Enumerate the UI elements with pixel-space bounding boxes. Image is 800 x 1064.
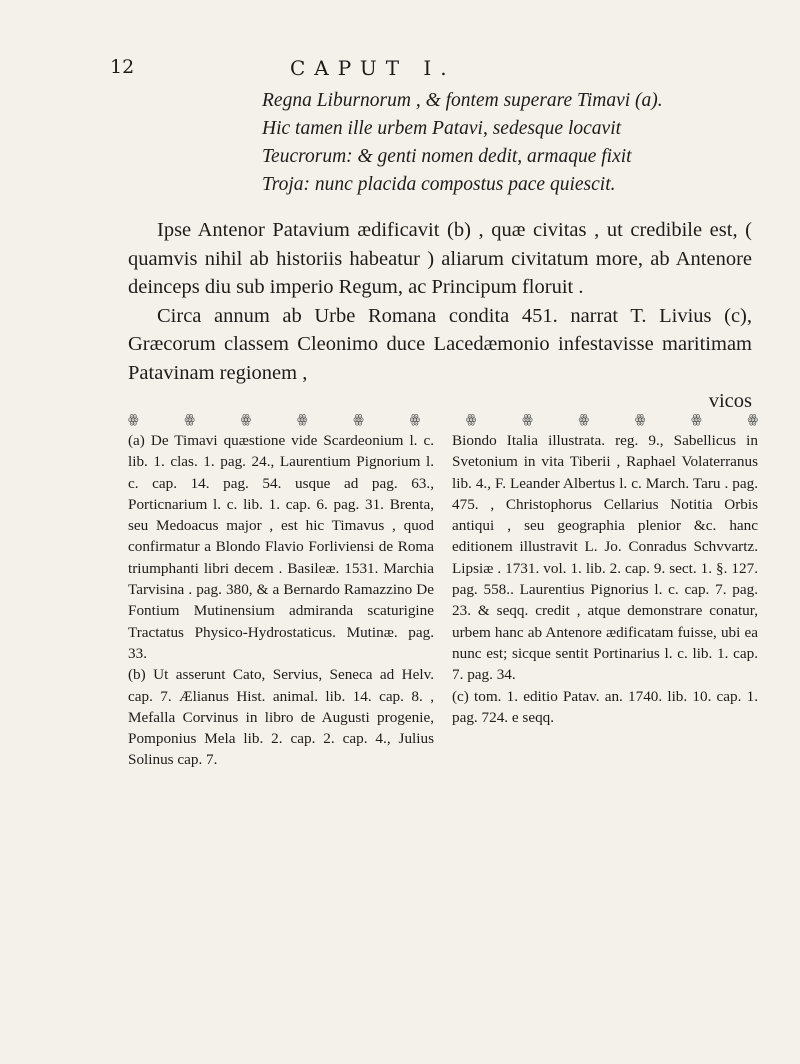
ornament: ꙮ — [184, 412, 195, 426]
ornament: ꙮ — [465, 412, 477, 426]
ornament: ꙮ — [691, 412, 702, 426]
footnote: (a) De Timavi quæstione vide Scardeonium l. c. lib. 1. clas. 1. pag. 24., Laurentium Pignorium l. c. cap. 14. pag. 54. usque ad pag. 63., Porticnarium l. c. lib. 1. cap. 6. pag. 31. Brenta, seu Medoacus major , est hic Timavus , quod confirmatur a Blondo Flavio Forliviensi de Roma triumphanti libri decem . Basileæ. 1531. Marchia Tarvisina . pag. 380, & a Bernardo Ramazzino De Fontium Mutinensium admiranda scaturigine Tractatus Physico-Hydrostaticus. Mutinæ. pag. 33. — [128, 432, 434, 662]
verse-line: Teucrorum: & genti nomen dedit, armaque fixit — [262, 146, 632, 167]
ornament: ꙮ — [128, 412, 139, 426]
ornament: ꙮ — [747, 412, 758, 426]
footnotes — [128, 430, 758, 771]
ornament-divider — [128, 412, 758, 426]
footnote: (b) Ut asserunt Cato, Servius, Seneca ad Helv. cap. 7. Ælianus Hist. animal. lib. 14. cap. 8. , Mefalla Corvinus in libro de Augusti progenie, Pomponius Mela lib. 2. cap. 2. cap. 4., Julius Solinus cap. 7. — [128, 666, 434, 769]
ornament: ꙮ — [353, 412, 364, 426]
footnotes-left-column — [128, 430, 434, 771]
ornament: ꙮ — [578, 412, 590, 426]
footnote: (c) tom. 1. editio Patav. an. 1740. lib. 10. cap. 1. pag. 724. e seqq. — [452, 687, 758, 726]
paragraph: Ipse Antenor Patavium ædificavit (b) , quæ civitas , ut credibile est, ( quamvis nihil ab historiis habeatur ) aliarum civitatum more, ab Antenore deinceps diu sub imperio Regum, ac Principum floruit . — [128, 219, 752, 298]
verse-line: Regna Liburnorum , & fontem superare Timavi (a). — [262, 90, 663, 111]
verse-line: Hic tamen ille urbem Patavi, sedesque locavit — [262, 118, 622, 139]
footnotes-right-column — [452, 430, 758, 771]
ornament: ꙮ — [240, 412, 252, 426]
verse-line: Troja: nunc placida compostus pace quiescit. — [262, 174, 616, 195]
verse-quotation — [262, 87, 742, 199]
ornament: ꙮ — [522, 412, 533, 426]
page-header — [0, 56, 800, 86]
paragraph-end: vicos — [708, 390, 752, 412]
ornament: ꙮ — [409, 412, 421, 426]
paragraph: Circa annum ab Urbe Romana condita 451. narrat T. Livius (c), Græcorum classem Cleonimo duce Lacedæmonio infestavisse maritimam Patavinam regionem , — [128, 304, 752, 384]
ornament: ꙮ — [296, 412, 308, 426]
footnote: Biondo Italia illustrata. reg. 9., Sabellicus in Svetonium in vita Tiberii , Raphael Volaterranus lib. 4., F. Leander Albertus l. c. March. Taru . pag. 475. , Christophorus Cellarius Notitia Orbis antiqui , seu geographia plenior &c. hanc editionem illustravit L. Jo. Conradus Schvvartz. Lipsiæ . 1731. vol. 1. lib. 2. cap. 9. sect. 1. §. 127. pag. 558.. Laurentius Pignorius l. c. cap. 7. pag. 23. & seqq. credit , atque demonstrare conatur, urbem hanc ab Antenore ædificatam fuisse, ubi ea nunc est; sicque sentit Portinarius l. c. lib. 1. cap. 7. pag. 34. — [452, 432, 758, 684]
running-head: CAPUT I. — [290, 56, 456, 80]
ornament: ꙮ — [634, 412, 646, 426]
main-text — [128, 216, 752, 416]
page-number: 12 — [110, 56, 135, 78]
